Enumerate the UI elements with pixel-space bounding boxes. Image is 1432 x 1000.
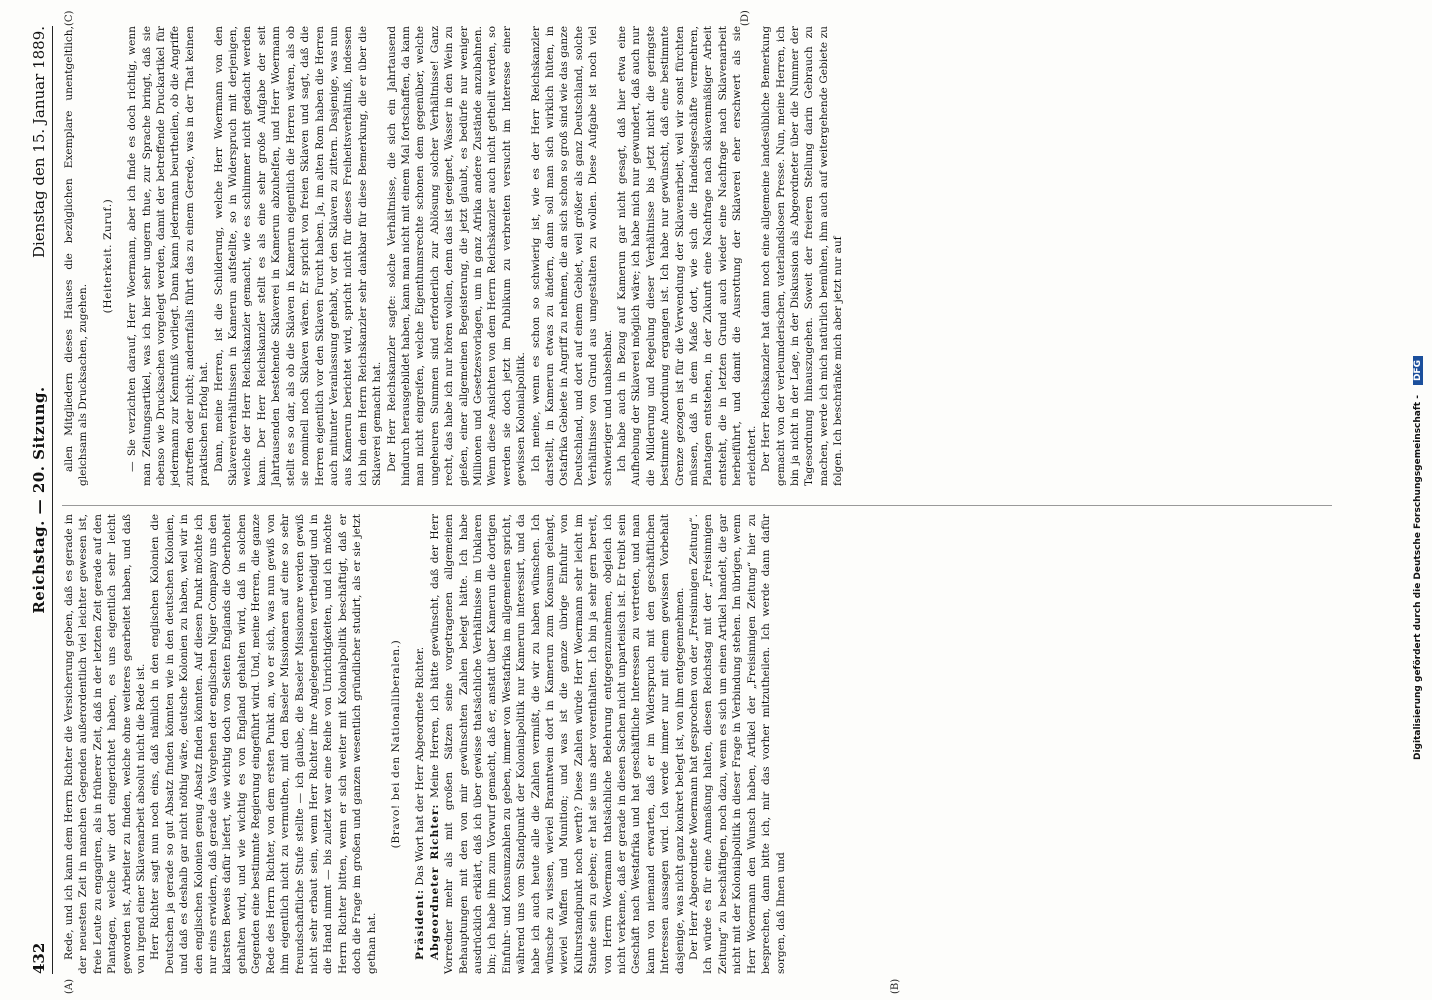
credit-text: Digitalisierung gefördert durch die Deutsche Forschungsgemeinschaft - — [1413, 395, 1423, 760]
laughter-note: (Heiterkeit. Zuruf.) — [101, 198, 114, 314]
paragraph: Ich habe auch in Bezug auf Kamerun gar nicht gesagt, daß hier etwa eine Aufhebung der Sklaverei möglich wäre; ich habe mich nur gewundert, daß auch nur die Milderung und Regelung dieser Verhältnisse bis jetzt nicht die geringste bestimmte Anordnung ergangen ist. Ich habe nur gewünscht, daß eine bestimmte Grenze gezogen ist für die Verwendung der Sklavenarbeit, weil wir sonst fürchten müssen, daß in dem Maße dort, wie sich die Handelsgeschäfte vermehren, Plantagen entstehen, in der Zukunft eine Nachfrage nach sklavenmäßiger Arbeit entsteht, die in letzten Grund auch wieder eine Nachfrage nach Sklavenarbeit herbeiführt, und damit die Ausrottung der Sklaverei eher erschwert als sie erleichtert. — [616, 26, 758, 486]
column-divider — [62, 505, 1332, 506]
paragraph: Der Herr Abgeordnete Woermann hat gesprochen von der „Freisinnigen Zeitung“. Ich würde es für eine Anmaßung halten, diesen Reichstag mit der „Freisinnigen Zeitung“ zu beschäftigen, noch dazu, wenn es sich um einen Artikel handelt, die gar nicht mit der Kolonialpolitik in dieser Frage in Verbindung stehen. Im übrigen, wenn Herr Woermann den Wunsch haben, Artikel der „Freisinnigen Zeitung“ hier zu besprechen, dann bitte ich, mir das vorher mitzutheilen. Ich werde dann dafür sorgen, daß Ihnen und — [688, 514, 787, 974]
speaker-label: Abgeordneter Richter: — [428, 803, 441, 960]
left-column — [62, 514, 788, 974]
digitization-credit — [1408, 0, 1428, 760]
president-remark — [413, 514, 427, 974]
speech-text: Das Wort hat der Herr Abgeordnete Richter. — [414, 646, 427, 886]
session-title: Reichstag. — 20. Sitzung. — [30, 386, 48, 614]
paragraph: — Sie verzichten darauf, Herr Woermann, aber ich finde es doch richtig, wenn man Zeitungsartikel, was ich hier sehr ungern thue, zur Sprache bringt, daß sie ebenso wie Drucksachen vorgelegt werden, damit der betreffende Druckartikel für jedermann zur Kenntniß vorliegt. Dann kann jedermann beurtheilen, ob die Angriffe zutreffen oder nicht; andernfalls führt das zu einem Gerede, was in der That keinen praktischen Erfolg hat. — [126, 26, 211, 486]
dfg-logo: DFG — [1413, 356, 1423, 385]
paragraph: Der Herr Reichskanzler hat dann noch eine allgemeine landesübliche Bemerkung gemacht von der verleumderischen, vaterlandslosen Presse. Nun, meine Herren, ich bin ja nicht in der Lage, in der Diskussion als Abgeordneter über die Nummer der Tagesordnung hinauszugehen. Soweit der freieren Stellung darin Gebrauch zu machen, werde ich mich natürlich bemühen, ihm auch auf weitergehende Gebiete zu folgen. Ich beschränke mich aber jetzt nur auf — [760, 26, 845, 486]
paragraph: Rede, und ich kann dem Herrn Richter die Versicherung geben, daß es gerade in der neuesten Zeit in manchen Gegenden außerordentlich viel leichter gewesen ist, freie Leute zu engagiren, als in früherer Zeit, daß in der letzten Zeit gerade auf den Plantagen, welche wir dort eingerichtet haben, es uns eigentlich sehr leicht geworden ist, Arbeiter zu finden, welche ohne weiteres gearbeitet haben, und daß von irgend einer Sklavenarbeit absolut nicht die Rede ist. — [63, 514, 148, 974]
margin-marker-b: (B) — [890, 978, 901, 994]
speech-paragraph — [428, 514, 687, 974]
paragraph: allen Mitgliedern dieses Hauses die bezüglichen Exemplare unentgeltlich, gleichsam als Drucksachen, zugehen. — [63, 26, 90, 486]
applause-note: (Bravo! bei den Nationalliberalen.) — [389, 639, 402, 849]
paragraph: Herr Richter sagt nun noch eins, daß nämlich in den englischen Kolonien die Deutschen ja gerade so gut Absatz finden könnten wie in den deutschen Kolonien, und daß es deshalb gar nicht nöthig wäre, deutsche Kolonien zu haben, weil wir in den englischen Kolonien genug Absatz finden könnten. Auf diesen Punkt möchte ich nur eins erwidern, daß gerade das Vorgehen der englischen Niger Company uns den klarsten Beweis dafür liefert, wie wichtig doch von Seiten Englands die Oberhoheit gehalten wird, und wie wichtig es von England gehalten wird, daß in solchen Gegenden eine bestimmte Regierung eingeführt wird. Und, meine Herren, die ganze Rede des Herrn Richter, von dem ersten Punkt an, wo er sich, was nun gewiß von ihm eigentlich nicht zu vermuthen, mit den Baseler Missionaren auf eine so sehr freundschaftliche Stufe stellte — ich glaube, die Baseler Missionare werden gewiß nicht sehr erbaut sein, wenn Herr Richter ihre Angelegenheiten vertheidigt und in die Hand nimmt — bis zuletzt war eine Reihe von Unrichtigkeiten, und ich möchte Herrn Richter bitten, wenn er sich weiter mit Kolonialpolitik beschäftigt, daß er doch die Frage im großen und ganzen wesentlich gründlicher studirt, als er sie jetzt gethan hat. — [149, 514, 378, 974]
right-column — [62, 26, 846, 486]
paragraph: Der Herr Reichskanzler sagte: solche Verhältnisse, die sich ein Jahrtausend hindurch herausgebildet haben, kann man nicht mit einem Mal fortschaffen, da kann man nicht eingreifen, welche Eigenthumsrechte schonen dem gegenüber, welche ungeheuren Summen sind erforderlich zur Ablösung solcher Verhältnisse! Ganz recht, das habe ich nur hören wollen, denn das ist geeignet, Wasser in den Wein zu gießen, einer allgemeinen Begeisterung, die jetzt glaubt, es bedürfe nur weniger Millionen und Gesetzesvorlagen, um in ganz Afrika andere Zustände anzubahnen. Wenn diese Ansichten von dem Herrn Reichskanzler auch nicht getheilt werden, so werden sie doch jetzt im Publikum zu verbreiten versucht im Interesse einer gewissen Kolonialpolitik. — [385, 26, 528, 486]
paragraph: Ich meine, wenn es schon so schwierig ist, wie es der Herr Reichskanzler darstellt, in Kamerun etwas zu ändern, dann soll man sich wirklich hüten, in Ostafrika Gebiete in Angriff zu nehmen, die an sich schon so groß sind wie das ganze Deutschland, und dort auf einem Gebiet, weil größer als ganz Deutschland, solche Verhältnisse von Grund aus umgestalten zu wollen. Diese Aufgabe ist noch viel schwieriger und unabsehbar. — [529, 26, 614, 486]
page-number: 432 — [30, 942, 48, 974]
page-header — [18, 26, 53, 974]
margin-marker-d: (D) — [740, 10, 751, 26]
margin-marker-a: (A) — [64, 978, 75, 994]
paragraph: Dann, meine Herren, ist die Schilderung, welche Herr Woermann von den Sklavereiverhältnissen in Kamerun aufstellte, so in Widerspruch mit derjenigen, welche der Herr Reichskanzler gemacht, wie es schlimmer nicht gedacht werden kann. Der Herr Reichskanzler stellt es als eine sehr große Aufgabe der seit Jahrtausenden bestehende Sklaverei in Kamerun abzuhelfen, und Herr Woermann stellt es so dar, als ob die Sklaven in Kamerun eigentlich die Herren wären, als ob sie nominell noch Sklaven wären. Er spricht von freien Sklaven und sagt, daß die Herren eigentlich vor den Sklaven Furcht haben. Ja, im alten Rom haben die Herren auch mitunter Veranlassung gehabt, vor den Sklaven zu zittern. Dasjenige, was nun aus Kamerun berichtet wird, spricht nicht für dieses Freiheitsverhältniß, indessen ich bin dem Herrn Reichskanzler sehr dankbar für diese Bemerkung, die er über die Sklaverei gemacht hat. — [212, 26, 384, 486]
session-date: Dienstag den 15. Januar 1889. — [30, 26, 48, 259]
speech-text: Meine Herren, ich hätte gewünscht, daß der Herr Vorredner mehr als mit großen Sätzen seine vorgetragenen allgemeinen Behauptungen mit den von mir gewünschten Zahlen belegt hätte. Ich habe ausdrücklich erklärt, daß ich über gewisse thatsächliche Verhältnisse im Unklaren bin; ich habe ihm zum Vorwurf gemacht, daß er, anstatt über Kamerun die dortigen Einfuhr- und Konsumzahlen zu geben, immer von Westafrika im allgemeinen spricht, während uns vom Standpunkt der Kolonialpolitik nur Kamerun interessirt, und da habe ich auch heute alle die Zahlen vermißt, die wir zu haben wünschen. Ich wünsche zu wissen, wieviel Branntwein dort in Kamerun zum Konsum gelangt, wieviel Waffen und Munition; und was ist die ganze übrige Einfuhr von Kulturstandpunkt noch werth? Diese Zahlen würde Herr Woermann sehr leicht im Stande sein zu geben; er hat sie uns aber vorenthalten. Ich bin ja sehr gern bereit, von Herrn Woermann thatsächliche Belehrung entgegenzunehmen, obgleich ich nicht verkenne, daß er gerade in diesen Sachen nicht unparteiisch ist. Er treibt sein Geschäft nach Westafrika und hat geschäftliche Interessen zu vertreten, und man kann von niemand erwarten, daß er im Widerspruch mit den geschäftlichen Interessen aussagen wird. Ich werde immer nur mit einem gewissen Vorbehalt dasjenige, was nicht ganz konkret belegt ist, von ihm entgegennehmen. — [428, 513, 686, 974]
speaker-label: Präsident: — [414, 888, 427, 960]
margin-marker-c: (C) — [64, 10, 75, 26]
